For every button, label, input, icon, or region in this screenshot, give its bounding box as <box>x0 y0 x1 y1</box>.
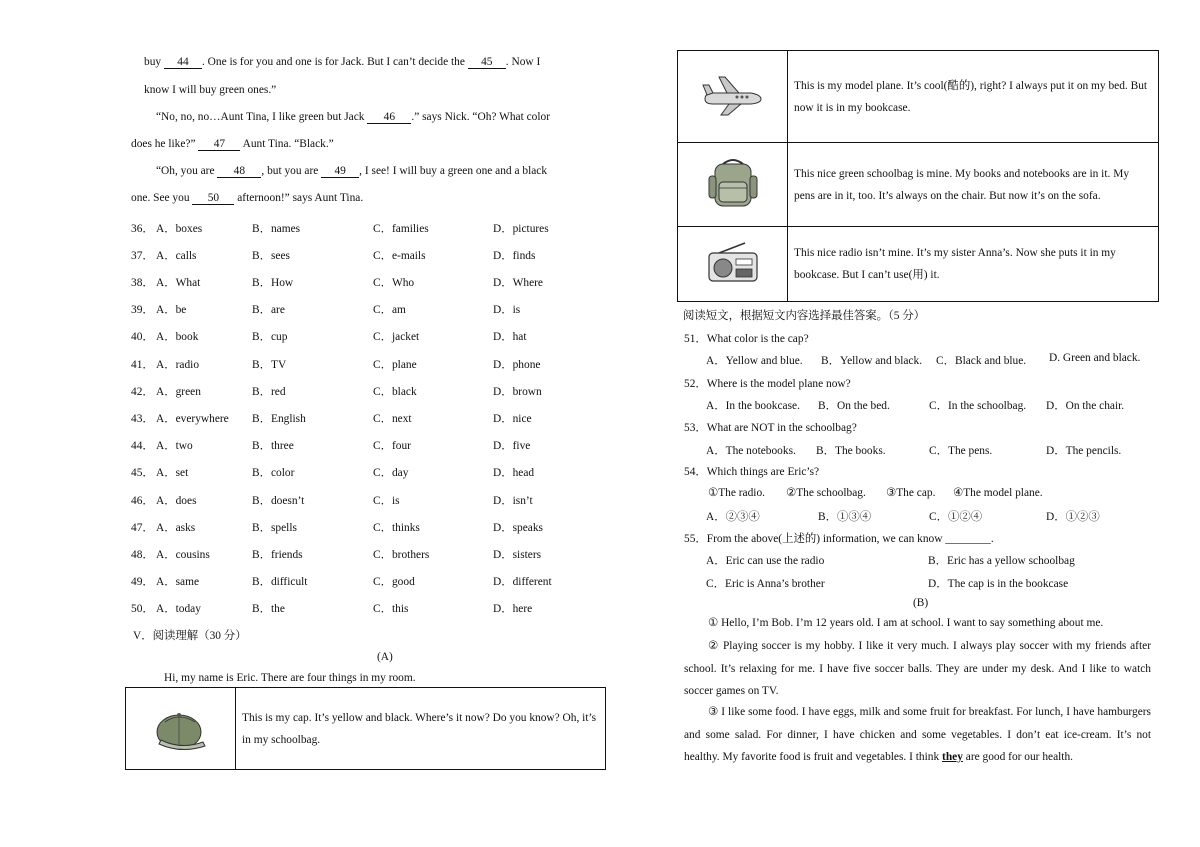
option-d[interactable]: D．different <box>493 576 552 588</box>
intro-line: Hi, my name is Eric. There are four things in my room. <box>164 672 416 684</box>
option-a[interactable]: A．Eric can use the radio <box>706 555 825 567</box>
item-row <box>678 227 1159 302</box>
schoolbag-icon <box>705 156 761 210</box>
option-b[interactable]: B．are <box>252 304 285 316</box>
radio-image-cell <box>678 227 788 302</box>
option-d[interactable]: D．five <box>493 440 531 452</box>
option-b[interactable]: B．sees <box>252 250 290 262</box>
option-b[interactable]: B．the <box>252 603 285 615</box>
option-d[interactable]: D．The cap is in the bookcase <box>928 578 1069 590</box>
passage-line-4: does he like?” 47 Aunt Tina. “Black.” <box>131 138 334 150</box>
option-c[interactable]: C．Who <box>373 277 415 289</box>
option-d[interactable]: D．nice <box>493 413 532 425</box>
part-b-label: (B) <box>913 597 929 609</box>
option-a[interactable]: A．radio <box>156 359 200 371</box>
option-a[interactable]: A．be <box>156 304 187 316</box>
option-c[interactable]: C．e-mails <box>373 250 426 262</box>
option-d[interactable]: D．head <box>493 467 535 479</box>
option-c[interactable]: C．is <box>373 495 400 507</box>
circled-1: ① <box>708 617 719 629</box>
option-b[interactable]: B．The books. <box>816 445 886 457</box>
circled-3: ③ <box>708 706 719 718</box>
question-52: 52．Where is the model plane now? <box>684 378 851 390</box>
paragraph-2: ② Playing soccer is my hobby. I like it very much. I always play soccer with my friends after school. It’s relaxing for me. I have five soccer balls. They are under my desk. And I like to watch soccer games on TV. <box>684 640 1151 698</box>
paragraph-3: ③ I like some food. I have eggs, milk and some fruit for breakfast. For lunch, I have hamburgers and some salad. For dinner, I have chicken and some vegetables. I don’t eat ice-cream. It’s not healthy. My favorite food is fruit and vegetables. I think they are good for our health. <box>684 706 1151 764</box>
passage-line-1: buy 44 . One is for you and one is for Jack. But I can’t decide the 45 . Now I <box>144 56 541 68</box>
blank-50[interactable]: 50 <box>192 192 234 205</box>
option-a[interactable]: A．asks <box>156 522 196 534</box>
option-b[interactable]: B．doesn’t <box>252 495 305 507</box>
blank-48[interactable]: 48 <box>217 165 261 178</box>
option-c[interactable]: C．Black and blue. <box>936 355 1027 367</box>
option-a[interactable]: A．cousins <box>156 549 210 561</box>
item-row <box>678 51 1159 143</box>
option-c[interactable]: C．families <box>373 223 429 235</box>
schoolbag-image-cell <box>678 143 788 227</box>
passage-line-3: “No, no, no…Aunt Tina, I like green but Jack 46 .” says Nick. “Oh? What color <box>156 111 551 123</box>
cap-table <box>125 687 606 770</box>
option-d[interactable]: D．sisters <box>493 549 542 561</box>
option-a[interactable]: A．②③④ <box>706 511 760 523</box>
option-c[interactable]: C．plane <box>373 359 417 371</box>
option-c[interactable]: C．The pens. <box>929 445 993 457</box>
option-d[interactable]: D. Green and black. <box>1049 352 1141 364</box>
option-b[interactable]: B．How <box>252 277 294 289</box>
option-a[interactable]: A．Yellow and blue. <box>706 355 803 367</box>
option-a[interactable]: A．What <box>156 277 201 289</box>
option-d[interactable]: D．speaks <box>493 522 543 534</box>
blank-46[interactable]: 46 <box>367 111 411 124</box>
option-b[interactable]: B．spells <box>252 522 297 534</box>
question-51: 51．What color is the cap? <box>684 333 809 345</box>
option-b[interactable]: B．three <box>252 440 294 452</box>
option-a[interactable]: A．In the bookcase. <box>706 400 800 412</box>
passage-line-6: one. See you 50 afternoon!” says Aunt Tina. <box>131 192 364 204</box>
option-a[interactable]: A．calls <box>156 250 197 262</box>
blank-49[interactable]: 49 <box>321 165 359 178</box>
option-a[interactable]: A．boxes <box>156 223 203 235</box>
part-a-label: (A) <box>377 651 393 663</box>
option-d[interactable]: D．The pencils. <box>1046 445 1122 457</box>
cap-image-cell <box>126 688 236 770</box>
option-b[interactable]: B．friends <box>252 549 303 561</box>
paragraph-1: ① Hello, I’m Bob. I’m 12 years old. I am at school. I want to say something about me. <box>708 617 1104 629</box>
option-d[interactable]: D．finds <box>493 250 536 262</box>
option-c[interactable]: C．Eric is Anna’s brother <box>706 578 825 590</box>
question-55: 55．From the above(上述的) information, we can know ________. <box>684 533 994 545</box>
blank-45[interactable]: 45 <box>468 56 506 69</box>
q54-item: ②The schoolbag. <box>786 487 866 499</box>
airplane-icon <box>701 73 765 117</box>
option-d[interactable]: D．pictures <box>493 223 549 235</box>
option-d[interactable]: D．here <box>493 603 533 615</box>
q54-item: ③The cap. <box>886 487 936 499</box>
option-b[interactable]: B．Yellow and black. <box>821 355 923 367</box>
section-title: V．阅读理解（30 分） <box>133 630 247 642</box>
option-d[interactable]: D．Where <box>493 277 543 289</box>
option-c[interactable]: C．good <box>373 576 415 588</box>
cap-icon <box>151 702 211 752</box>
option-c[interactable]: C．thinks <box>373 522 420 534</box>
radio-text: This nice radio isn’t mine. It’s my sister Anna’s. Now she puts it in my bookcase. But I can’t use(用) it. <box>788 227 1159 302</box>
plane-text: This is my model plane. It’s cool(酷的), right? I always put it on my bed. But now it is in my bookcase. <box>788 51 1159 143</box>
option-c[interactable]: C．jacket <box>373 331 420 343</box>
question-54: 54．Which things are Eric’s? <box>684 466 820 478</box>
radio-icon <box>705 241 761 285</box>
cap-text: This is my cap. It’s yellow and black. Where’s it now? Do you know? Oh, it’s in my schoolbag. <box>236 688 606 770</box>
option-d[interactable]: D．brown <box>493 386 542 398</box>
option-c[interactable]: C．this <box>373 603 409 615</box>
option-b[interactable]: B．Eric has a yellow schoolbag <box>928 555 1075 567</box>
option-a[interactable]: A．same <box>156 576 200 588</box>
option-d[interactable]: D．On the chair. <box>1046 400 1125 412</box>
option-c[interactable]: C．black <box>373 386 417 398</box>
option-b[interactable]: B．TV <box>252 359 287 371</box>
option-c[interactable]: C．day <box>373 467 409 479</box>
option-a[interactable]: A．today <box>156 603 201 615</box>
circled-2: ② <box>708 640 720 652</box>
option-c[interactable]: C．four <box>373 440 411 452</box>
option-b[interactable]: B．On the bed. <box>818 400 890 412</box>
items-table <box>677 50 1159 302</box>
option-d[interactable]: D．①②③ <box>1046 511 1100 523</box>
option-c[interactable]: C．next <box>373 413 412 425</box>
option-a[interactable]: A．everywhere <box>156 413 229 425</box>
blank-47[interactable]: 47 <box>198 138 240 151</box>
option-d[interactable]: D．is <box>493 304 521 316</box>
option-d[interactable]: D．hat <box>493 331 527 343</box>
reading-instruction: 阅读短文，根据短文内容选择最佳答案。（5 分） <box>683 310 926 322</box>
q54-item: ④The model plane. <box>953 487 1043 499</box>
passage-line-5: “Oh, you are 48 , but you are 49 , I see! I will buy a green one and a black <box>156 165 548 177</box>
option-a[interactable]: A．green <box>156 386 201 398</box>
option-d[interactable]: D．phone <box>493 359 541 371</box>
q54-item: ①The radio. <box>708 487 766 499</box>
option-b[interactable]: B．①③④ <box>818 511 872 523</box>
option-b[interactable]: B．cup <box>252 331 288 343</box>
option-c[interactable]: C．In the schoolbag. <box>929 400 1027 412</box>
passage-line-2: know I will buy green ones.” <box>144 84 277 96</box>
option-b[interactable]: B．English <box>252 413 306 425</box>
option-b[interactable]: B．color <box>252 467 295 479</box>
option-c[interactable]: C．①②④ <box>929 511 983 523</box>
plane-image-cell <box>678 51 788 143</box>
option-b[interactable]: B．red <box>252 386 286 398</box>
option-c[interactable]: C．am <box>373 304 406 316</box>
option-c[interactable]: C．brothers <box>373 549 430 561</box>
option-a[interactable]: A．set <box>156 467 189 479</box>
option-b[interactable]: B．difficult <box>252 576 308 588</box>
option-b[interactable]: B．names <box>252 223 301 235</box>
question-53: 53．What are NOT in the schoolbag? <box>684 422 857 434</box>
blank-44[interactable]: 44 <box>164 56 202 69</box>
option-a[interactable]: A．book <box>156 331 199 343</box>
option-a[interactable]: A．does <box>156 495 197 507</box>
option-a[interactable]: A．two <box>156 440 193 452</box>
option-a[interactable]: A．The notebooks. <box>706 445 796 457</box>
item-row <box>678 143 1159 227</box>
schoolbag-text: This nice green schoolbag is mine. My books and notebooks are in it. My pens are in it, too. It’s always on the chair. But now it’s on the sofa. <box>788 143 1159 227</box>
option-d[interactable]: D．isn’t <box>493 495 533 507</box>
keyword-they: they <box>942 751 963 764</box>
